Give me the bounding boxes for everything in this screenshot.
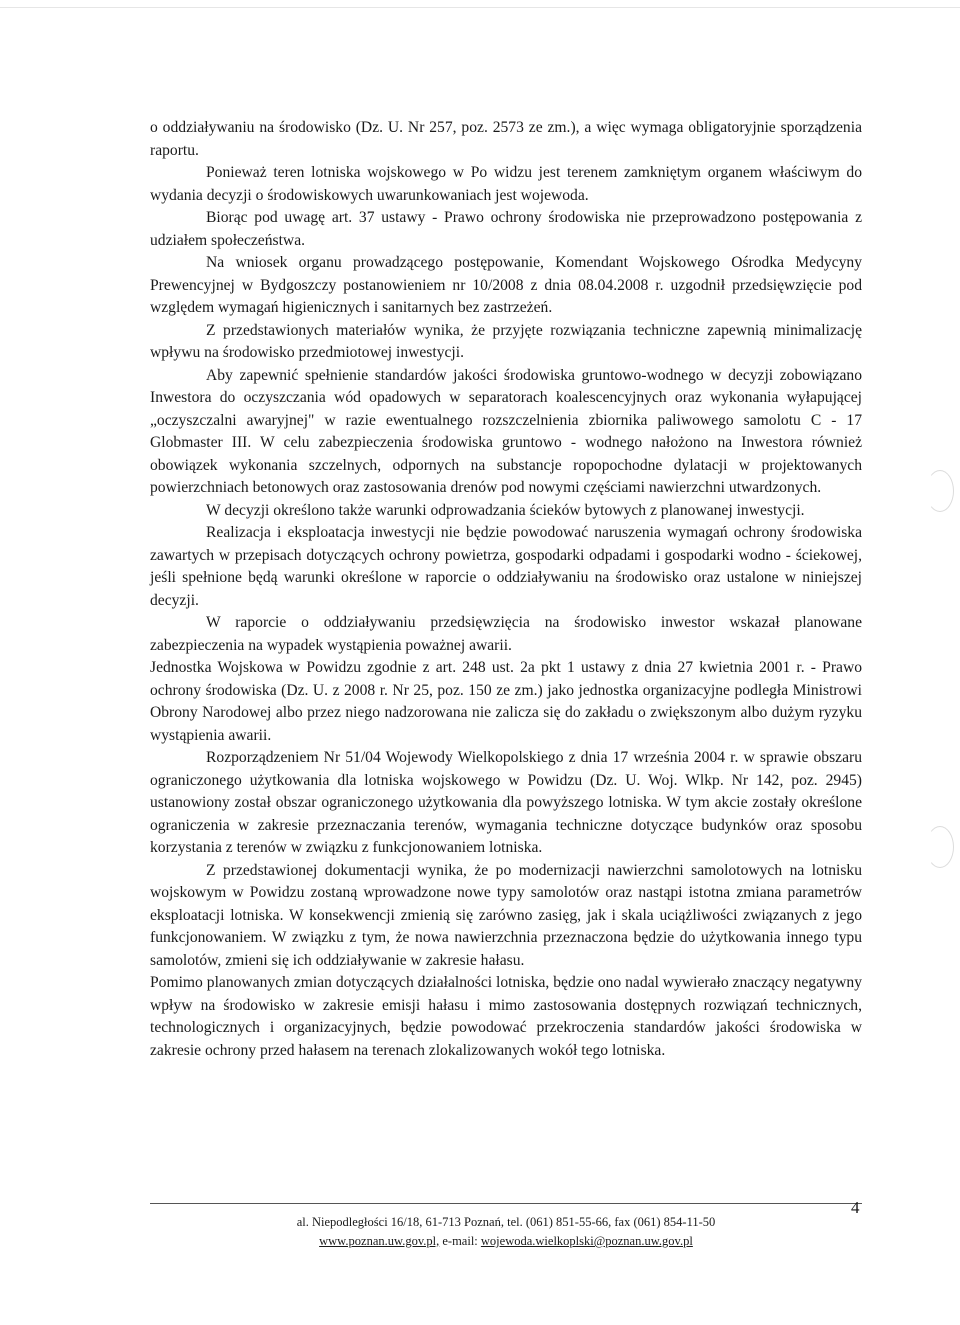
paragraph-3: Biorąc pod uwagę art. 37 ustawy - Prawo ochrony środowiska nie przeprowadzono postępowania z udziałem społeczeństwa. [150,209,862,249]
paragraph-8: Realizacja i eksploatacja inwestycji nie będzie powodować naruszenia wymagań ochrony środowiska zawartych w przepisach dotyczących ochrony powietrza, gospodarki odpadami i gospodarki wodno - ściekowej, jeśli spełnione będą warunki określone w raporcie o oddziaływaniu na środowisko oraz ustalone w niniejszej decyzji. [150,524,862,609]
binder-hole-mark [926,470,954,512]
scan-edge-line [0,7,960,8]
binder-hole-mark [926,826,954,868]
page-number: 4 [851,1198,860,1217]
paragraph-13: Pomimo planowanych zmian dotyczących działalności lotniska, będzie ono nadal wywierało znaczący negatywny wpływ na środowisko w zakresie emisji hałasu i mimo zastosowania dostępnych rozwiązań technicznych, technologicznych i organizacyjnych, będzie powodować przekroczenia standardów jakości środowiska w zakresie ochrony przed hałasem na terenach zlokalizowanych wokół tego lotniska. [150,974,862,1059]
paragraph-7: W decyzji określono także warunki odprowadzania ścieków bytowych z planowanej inwestycji. [206,501,805,519]
paragraph-2: Ponieważ teren lotniska wojskowego w Po widzu jest terenem zamkniętym organem właściwym do wydania decyzji o środowiskowych uwarunkowaniach jest wojewoda. [150,164,862,204]
footer-divider [150,1203,862,1204]
paragraph-10: Jednostka Wojskowa w Powidzu zgodnie z art. 248 ust. 2a pkt 1 ustawy z dnia 27 kwietnia 2001 r. - Prawo ochrony środowiska (Dz. U. z 2008 r. Nr 25, poz. 150 ze zm.) jako jednostka organizacyjne podległa Ministrowi Obrony Narodowej albo przez niego nadzorowana nie zalicza się do zakładu o zwiększonym albo dużym ryzyku wystąpienia awarii. [150,659,862,744]
footer-contact [150,1232,862,1251]
paragraph-1: o oddziaływaniu na środowisko (Dz. U. Nr 257, poz. 2573 ze zm.), a więc wymaga obligatoryjnie sporządzenia raportu. [150,119,862,159]
email-link[interactable]: wojewoda.wielkoplski@poznan.uw.gov.pl [480,1234,693,1248]
footer-address: al. Niepodległości 16/18, 61-713 Poznań, tel. (061) 851-55-66, fax (061) 854-11-50 [296,1215,716,1229]
paragraph-4: Na wniosek organu prowadzącego postępowanie, Komendant Wojskowego Ośrodka Medycyny Prewencyjnej w Bydgoszczy postanowieniem nr 10/2008 z dnia 08.04.2008 r. uzgodnił przedsięwzięcie pod względem wymagań higienicznych i sanitarnych bez zastrzeżeń. [150,254,862,316]
document-body [150,117,862,1062]
paragraph-6: Aby zapewnić spełnienie standardów jakości środowiska gruntowo-wodnego w decyzji zobowiązano Inwestora do oczyszczania wód opadowych w separatorach koalescencyjnych oraz wykonania wyłapującej „oczyszczalni awaryjnej" w razie ewentualnego rozszczelnienia zbiornika paliwowego samolotu C - 17 Globmaster III. W celu zabezpieczenia środowiska gruntowo - wodnego nałożono na Inwestora również obowiązek wykonania szczelnych, odpornych na substancje ropopochodne dylatacji w projektowanych powierzchniach betonowych oraz zastosowania drenów pod nowymi częściami nawierzchni utwardzonych. [150,366,862,496]
paragraph-9: W raporcie o oddziaływaniu przedsięwzięcia na środowisko inwestor wskazał planowane zabezpieczenia na wypadek wystąpienia poważnej awarii. [150,614,862,654]
paragraph-11: Rozporządzeniem Nr 51/04 Wojewody Wielkopolskiego z dnia 17 września 2004 r. w sprawie obszaru ograniczonego użytkowania dla lotniska wojskowego w Powidzu (Dz. U. Woj. Wlkp. Nr 142, poz. 2945) ustanowiony został obszar ograniczonego użytkowania dla powyższego lotniska. W tym akcie zostały określone ograniczenia w zakresie przeznaczania terenów, wymagania techniczne dotyczące budynków oraz sposobu korzystania z terenów w związku z funkcjonowaniem lotniska. [150,749,862,856]
website-link[interactable]: www.poznan.uw.gov.pl, [319,1234,440,1248]
footer [150,1213,862,1251]
paragraph-5: Z przedstawionych materiałów wynika, że przyjęte rozwiązania techniczne zapewnią minimalizację wpływu na środowisko przedmiotowej inwestycji. [150,321,862,361]
email-label: e-mail: [442,1234,478,1248]
paragraph-12: Z przedstawionej dokumentacji wynika, że po modernizacji nawierzchni samolotowych na lotnisku wojskowym w Powidzu zostaną wprowadzone nowe typy samolotów oraz nastąpi istotna zmiana parametrów eksploatacji lotniska. W konsekwencji zmienią się zarówno zasięg, jak i skala uciążliwości związanych z jego funkcjonowaniem. W związku z tym, że nowa nawierzchnia przeznaczona będzie do użytkowania innego typu samolotów, zmieni się ich oddziaływanie w zakresie hałasu. [150,861,862,969]
